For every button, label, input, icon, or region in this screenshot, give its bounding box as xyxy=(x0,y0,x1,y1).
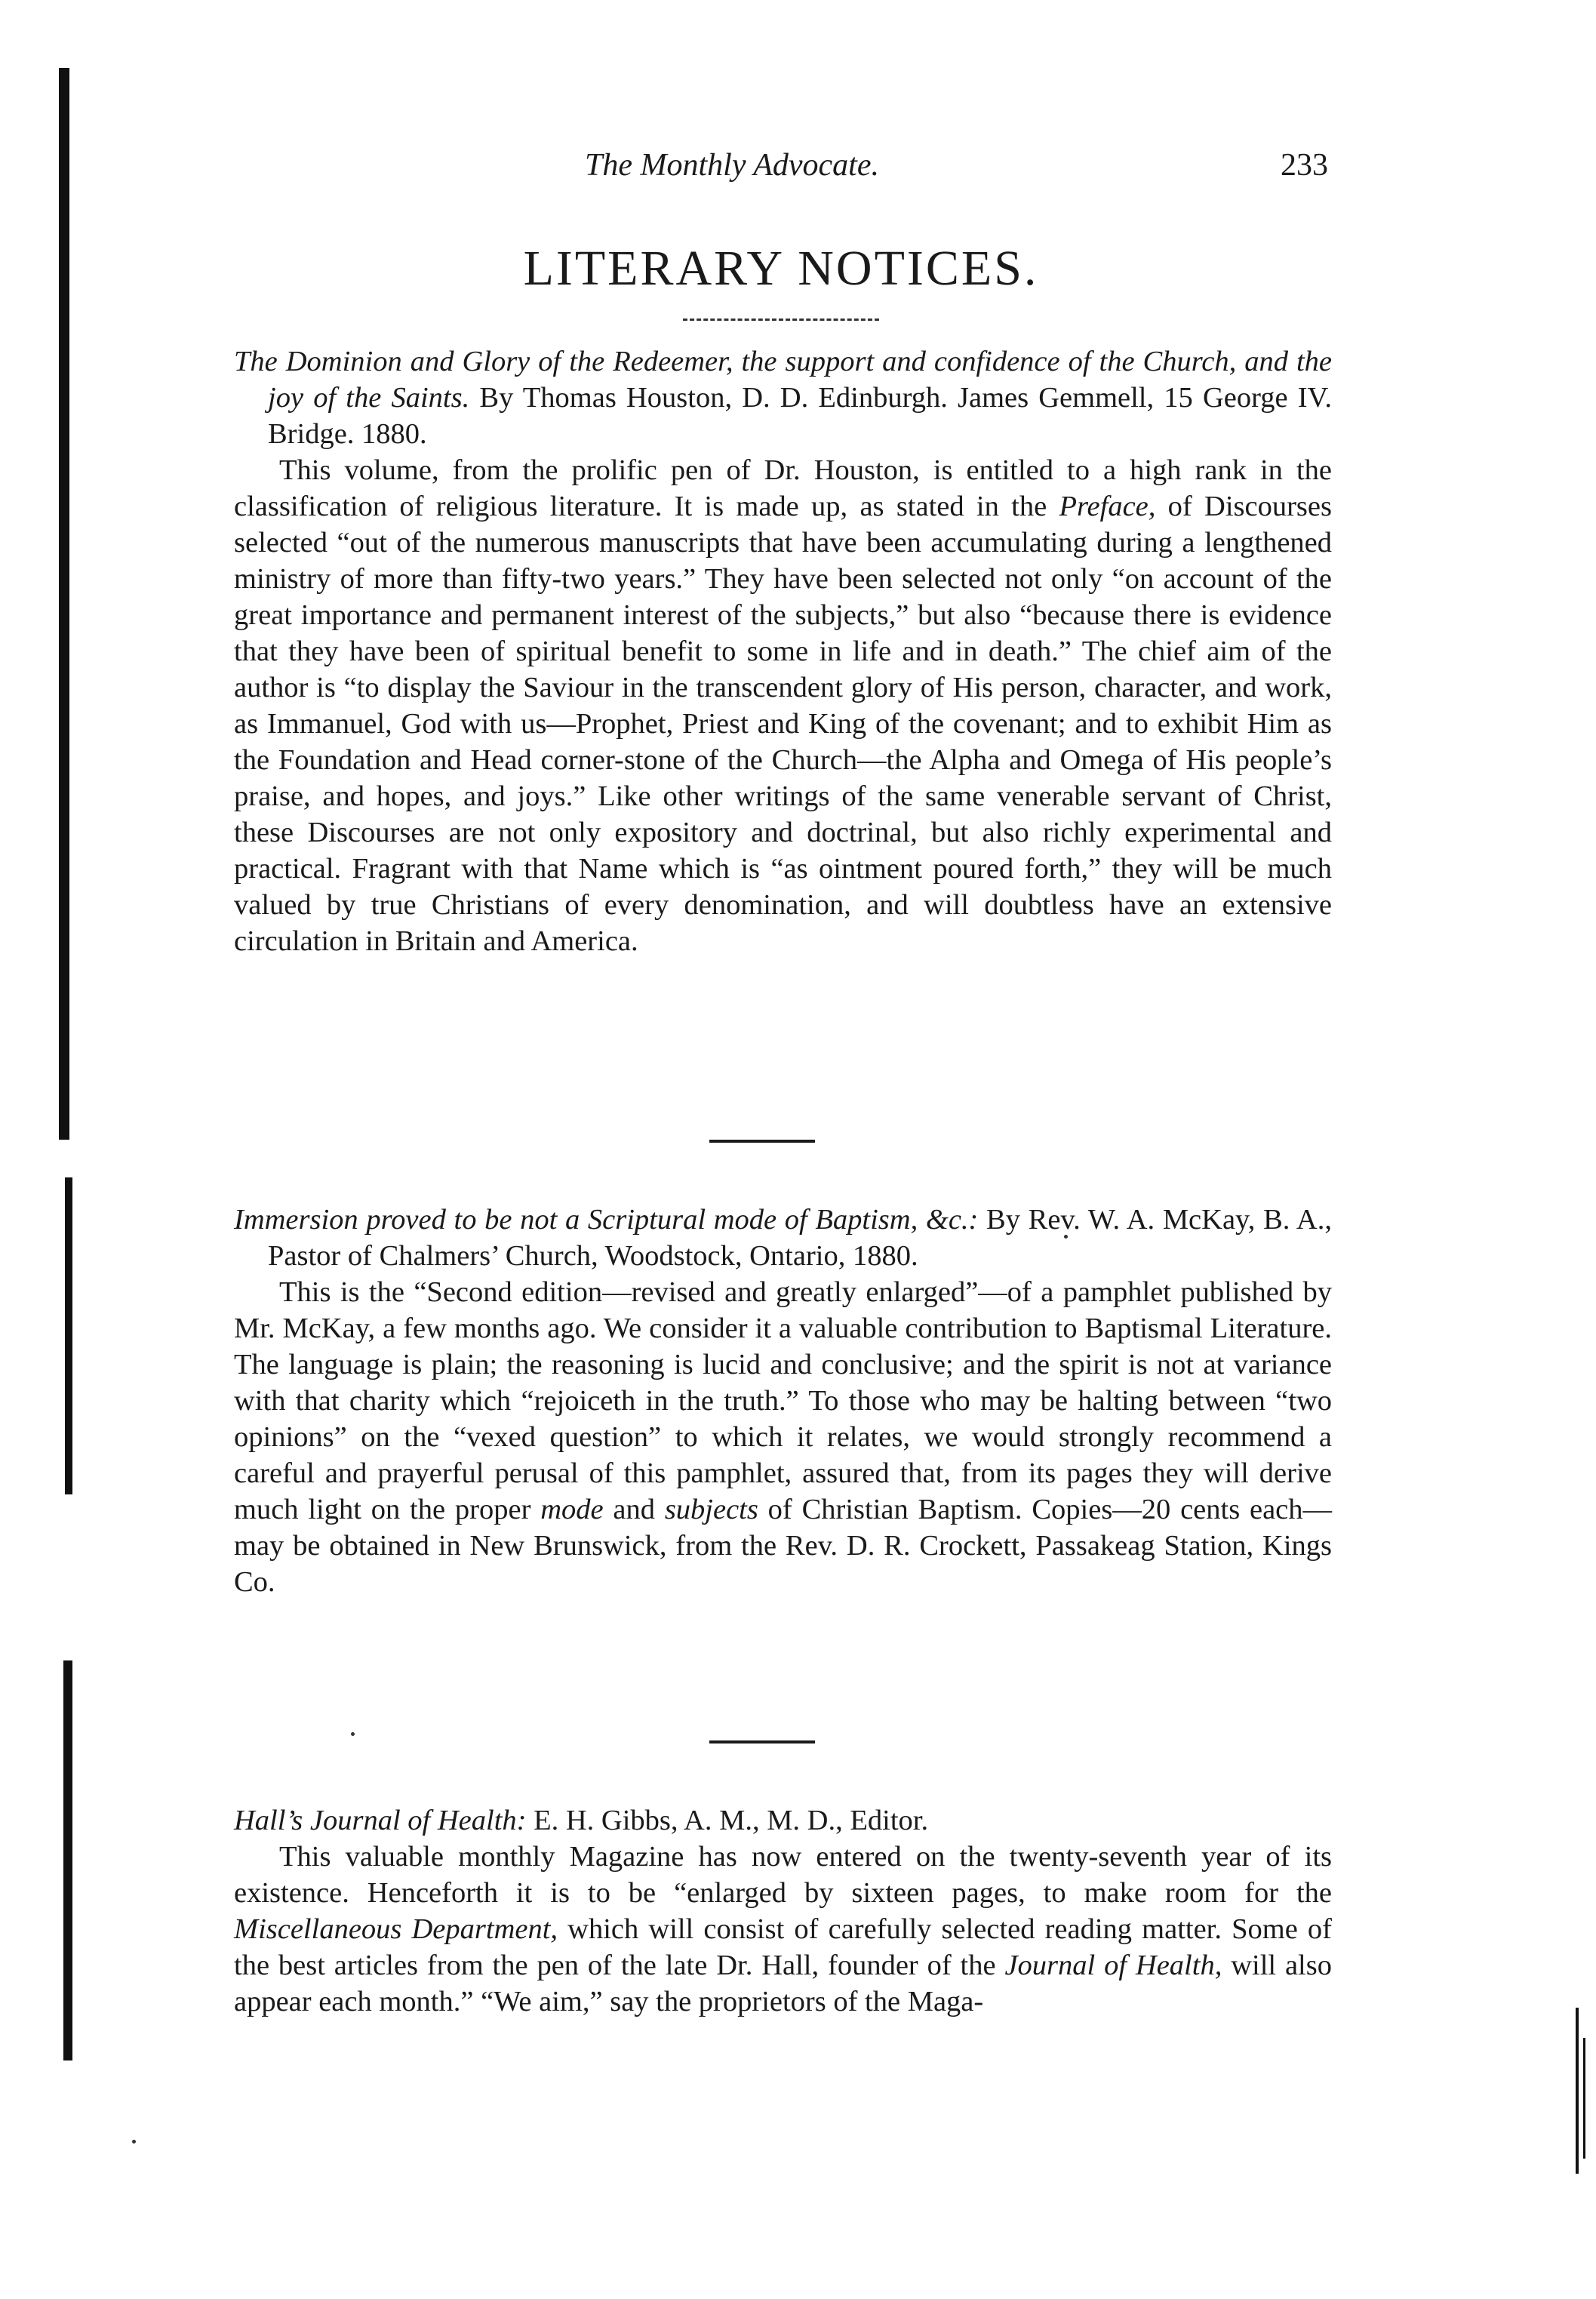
book-title: Immersion proved to be not a Scriptural mode of Baptism, &c.: xyxy=(234,1204,979,1236)
scan-speck xyxy=(351,1732,355,1736)
running-header xyxy=(234,147,1328,192)
notice-text: which will consist of carefully selected reading matter. Some of the best articles from the pen of the late Dr. Hall, founder of the xyxy=(234,1913,1332,1981)
notice-text: This is the “Second edition—revised and greatly enlarged”—of a pamphlet published by Mr. McKay, a few months ago. We consider it a valuable contribution to Baptismal Literature. The language is plain; the reasoning is lucid and conclusive; and the spirit is not at variance with that charity which “rejoiceth in the truth.” To those who may be halting between “two opinions” on the “vexed question” to which it relates, we would strongly recommend a careful and prayerful perusal of this pamphlet, assured that, from its pages they will derive much light on the proper xyxy=(234,1276,1332,1525)
scan-edge-mark xyxy=(1583,2038,1585,2159)
book-title: The Dominion and Glory of the Redeemer, the support and confidence of the Church, and the joy of the Saints. xyxy=(234,346,1332,414)
notice-text-italic: Journal of Health, xyxy=(1004,1950,1222,1981)
notice-halls-journal xyxy=(234,1802,1332,2020)
notice-citation xyxy=(234,1802,1332,1839)
section-divider xyxy=(709,1740,815,1743)
book-details: By Thomas Houston, D. D. Edinburgh. James Gemmell, 15 George IV. Bridge. 1880. xyxy=(268,382,1332,450)
title-divider xyxy=(683,319,879,321)
notice-text: This valuable monthly Magazine has now entered on the twenty-seventh year of its existence. Henceforth it is to be “enlarged by sixteen pages, to make room for the xyxy=(234,1841,1332,1909)
scan-edge-mark xyxy=(63,1660,72,2060)
running-title: The Monthly Advocate. xyxy=(585,148,879,183)
notice-citation xyxy=(234,343,1332,452)
page-number: 233 xyxy=(1281,148,1328,183)
notice-body xyxy=(234,1274,1332,1600)
book-title: Hall’s Journal of Health: xyxy=(234,1805,527,1836)
section-divider xyxy=(709,1140,815,1143)
notice-text-italic: subjects xyxy=(664,1494,758,1525)
scan-edge-mark xyxy=(1576,2008,1579,2174)
scan-speck xyxy=(132,2140,136,2144)
book-details: E. H. Gibbs, A. M., M. D., Editor. xyxy=(526,1805,929,1836)
notice-text: and xyxy=(603,1494,665,1525)
notice-citation xyxy=(234,1202,1332,1274)
notice-text: This volume, from the prolific pen of Dr. Houston, is entitled to a high rank in the classification of religious literature. It is made up, as stated in the xyxy=(234,454,1332,522)
notice-text-italic: Preface, xyxy=(1059,491,1156,522)
notice-text-italic: mode xyxy=(540,1494,604,1525)
notice-dominion-and-glory xyxy=(234,343,1332,959)
notice-immersion xyxy=(234,1202,1332,1600)
notice-body xyxy=(234,1839,1332,2020)
section-title: LITERARY NOTICES. xyxy=(523,241,1039,296)
scan-edge-mark xyxy=(59,68,69,1140)
notice-text: of Christian Baptism. Copies—20 cents each—may be obtained in New Brunswick, from the Rev. D. R. Crockett, Passakeag Station, Kings Co. xyxy=(234,1494,1333,1598)
notice-text: will also appear each month.” “We aim,” say the proprietors of the Maga- xyxy=(234,1950,1332,2017)
notice-text-italic: Miscellaneous Department, xyxy=(234,1913,558,1945)
scan-edge-mark xyxy=(65,1177,72,1494)
notice-text: of Discourses selected “out of the numerous manuscripts that have been accumulating during a lengthened ministry of more than fifty-two years.” They have been selected not only “on account of the great importance and permanent interest of the subjects,” but also “because there is evidence that they have been of spiritual benefit to some in life and in death.” The chief aim of the author is “to display the Saviour in the transcendent glory of His person, character, and work, as Immanuel, God with us—Prophet, Priest and King of the covenant; and to exhibit Him as the Foundation and Head corner-stone of the Church—the Alpha and Omega of His people’s praise, and hopes, and joys.” Like other writings of the same venerable servant of Christ, these Discourses are not only expository and doctrinal, but also richly experimental and practical. Fragrant with that Name which is “as ointment poured forth,” they will be much valued by true Christians of every denomination, and will doubtless have an extensive circulation in Britain and America. xyxy=(234,491,1332,957)
notice-body xyxy=(234,452,1332,959)
book-details: By Rev. W. A. McKay, B. A., Pastor of Chalmers’ Church, Woodstock, Ontario, 1880. xyxy=(268,1204,1332,1272)
